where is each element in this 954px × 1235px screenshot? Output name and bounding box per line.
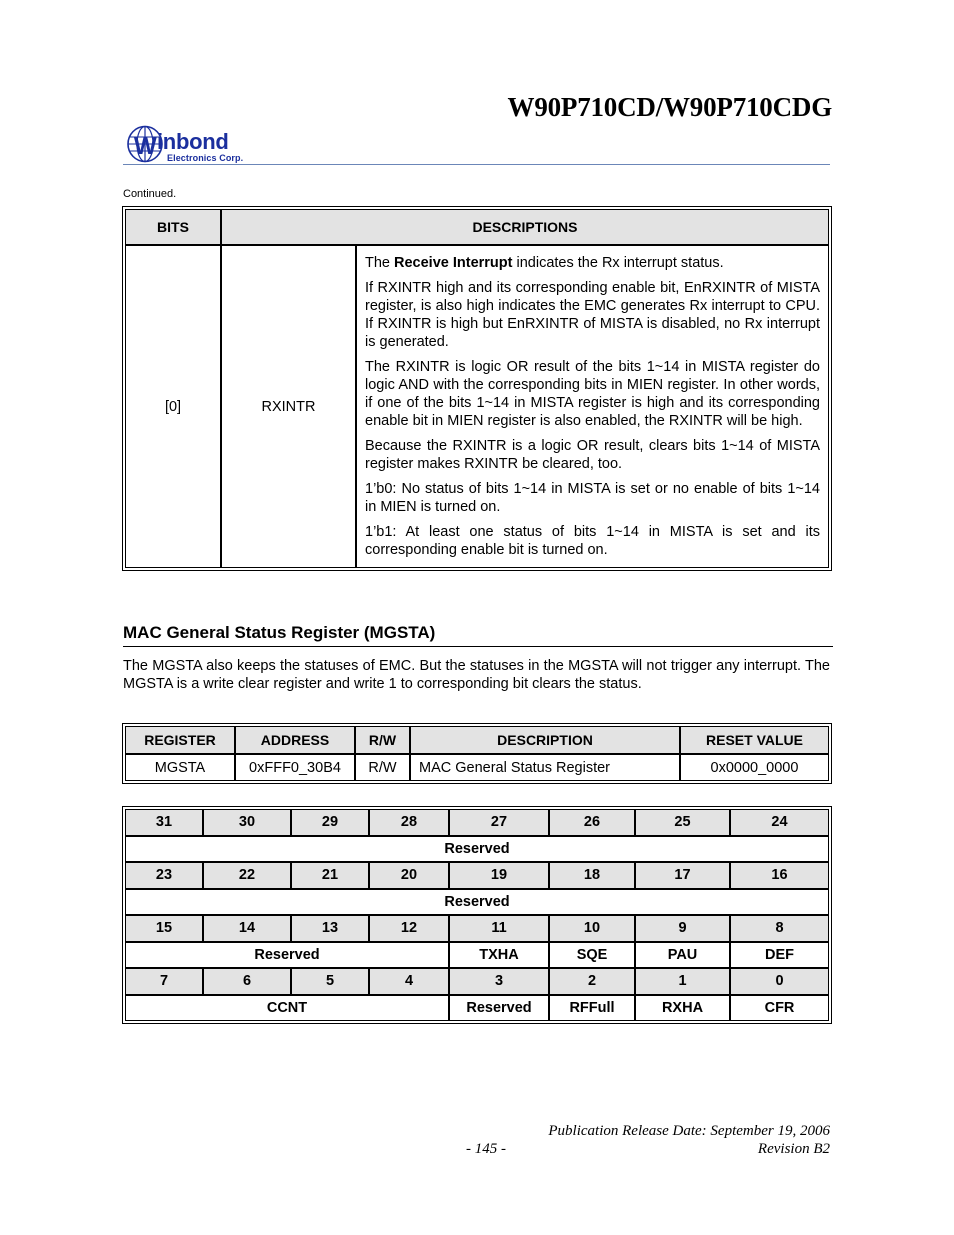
bit-number: 13 [291,915,369,942]
bit-number: 17 [635,862,730,889]
col-descriptions-header: DESCRIPTIONS [221,209,829,245]
col-bits-header: BITS [125,209,221,245]
desc-paragraph: If RXINTR high and its corresponding enable bit, EnRXINTR of MISTA register, is also high indicates the EMC generates Rx interrupt to CPU. If RXINTR is high but EnRXINTR of MISTA is disabled, no Rx interrupt is generated. [365,280,820,350]
desc-paragraph: 1’b1: At least one status of bits 1~14 in MISTA is set and its corresponding enable bit is turned on. [365,524,820,558]
logo-subtitle: Electronics Corp. [167,153,244,163]
svg-text:W: W [134,133,157,160]
header-rule [123,164,830,165]
bit-number: 6 [203,968,291,995]
bit-description-table [122,206,832,571]
table-cell: MAC General Status Register [410,754,680,781]
register-table [122,723,832,784]
col-header: R/W [355,726,410,754]
bit-field: PAU [635,942,730,969]
table-row [125,245,829,568]
bit-number: 1 [635,968,730,995]
bit-number: 18 [549,862,635,889]
table-cell: 0x0000_0000 [680,754,829,781]
section-paragraph: The MGSTA also keeps the statuses of EMC. But the statuses in the MGSTA will not trigger any interrupt. The MGSTA is a write clear register and write 1 to corresponding bit clears the status. [123,658,830,692]
desc-paragraph: The RXINTR is logic OR result of the bits 1~14 in MISTA register do logic AND with the corresponding bits in MIEN register. In other words, if one of the bits 1~14 in MISTA register is high and its corresponding enable bit in MIEN register is also enabled, the RXINTR will be high. [365,359,820,429]
section-heading: MAC General Status Register (MGSTA) [123,623,436,642]
bit-field: RXHA [635,995,730,1022]
continued-label: Continued. [123,188,177,200]
logo-wordmark: inbond [157,129,229,154]
bit-number: 7 [125,968,203,995]
bit-number: 29 [291,809,369,836]
bit-field-row [125,995,829,1022]
bit-number: 26 [549,809,635,836]
bit-description [356,245,829,568]
col-header: RESET VALUE [680,726,829,754]
bit-number: 22 [203,862,291,889]
bit-field: Reserved [125,889,829,916]
bit-number-row [125,862,829,889]
bit-number: 4 [369,968,449,995]
table-cell: MGSTA [125,754,235,781]
bit-field-row [125,836,829,863]
bit-number-row [125,968,829,995]
bit-number: 10 [549,915,635,942]
desc-paragraph: The Receive Interrupt indicates the Rx interrupt status. [365,255,724,271]
bit-number: 5 [291,968,369,995]
bit-number: 9 [635,915,730,942]
section-rule [123,646,833,647]
bit-number: 21 [291,862,369,889]
col-header: REGISTER [125,726,235,754]
bit-number: 23 [125,862,203,889]
table-row [125,754,829,781]
bit-number: 19 [449,862,549,889]
bit-name: RXINTR [221,245,356,568]
col-header: DESCRIPTION [410,726,680,754]
bit-number: 2 [549,968,635,995]
revision-label: Revision B2 [757,1141,830,1157]
bit-field: Reserved [125,942,449,969]
winbond-logo [127,125,257,167]
bit-field-row [125,889,829,916]
bit-number: 0 [730,968,829,995]
bit-field: CCNT [125,995,449,1022]
bit-field: Reserved [125,836,829,863]
bit-number: 12 [369,915,449,942]
bit-number: 15 [125,915,203,942]
bit-number: 30 [203,809,291,836]
bit-number: 28 [369,809,449,836]
desc-paragraph: 1’b0: No status of bits 1~14 in MISTA is set or no enable of bits 1~14 in MIEN is turned on. [365,481,820,515]
bit-number: 3 [449,968,549,995]
bit-number: 25 [635,809,730,836]
bit-number: 14 [203,915,291,942]
publication-date: Publication Release Date: September 19, 2006 [548,1123,830,1139]
bit-field-row [125,942,829,969]
bit-number: 24 [730,809,829,836]
bit-field: CFR [730,995,829,1022]
col-header: ADDRESS [235,726,355,754]
bit-index: [0] [125,245,221,568]
page-number: - 145 - [466,1141,506,1157]
bit-number: 27 [449,809,549,836]
bit-number: 8 [730,915,829,942]
bit-number: 31 [125,809,203,836]
bit-number-row [125,915,829,942]
bit-field: RFFull [549,995,635,1022]
bit-field: TXHA [449,942,549,969]
bit-layout-table [122,806,832,1024]
bit-number: 20 [369,862,449,889]
desc-paragraph: Because the RXINTR is a logic OR result, clears bits 1~14 of MISTA register makes RXINTR be cleared, too. [365,438,820,472]
bit-number: 16 [730,862,829,889]
bit-field: DEF [730,942,829,969]
table-cell: R/W [355,754,410,781]
bit-field: SQE [549,942,635,969]
table-cell: 0xFFF0_30B4 [235,754,355,781]
bit-number: 11 [449,915,549,942]
bit-field: Reserved [449,995,549,1022]
bit-number-row [125,809,829,836]
document-title: W90P710CD/W90P710CDG [507,92,832,122]
